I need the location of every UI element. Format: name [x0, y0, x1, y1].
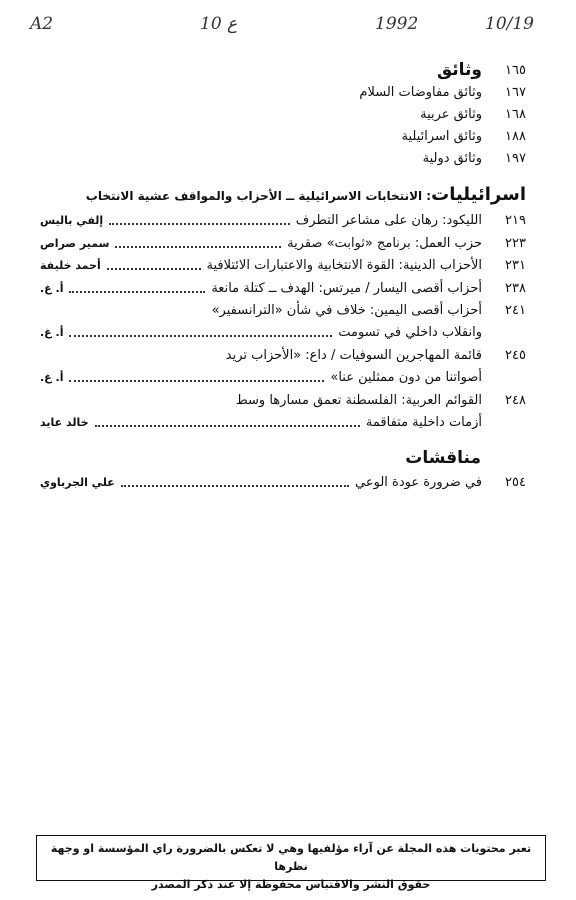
leader-dots — [121, 485, 349, 487]
toc-title: أحزاب أقصى اليسار / ميرتس: الهدف ــ كتلة مانعة — [211, 280, 482, 296]
page-number: ١٦٨ — [505, 106, 526, 122]
toc-title: الليكود: رهان على مشاعر التطرف — [295, 212, 482, 228]
toc-author: أ. غ. — [40, 370, 64, 384]
toc-author: أ. غ. — [40, 281, 64, 295]
leader-dots — [69, 291, 205, 293]
handwritten-note: A2 — [30, 14, 54, 34]
toc-title: القوائم العربية: الفلسطنة تعمق مسارها وسط — [235, 392, 482, 408]
toc-title: في ضرورة عودة الوعي — [355, 474, 482, 490]
toc-row — [40, 345, 526, 365]
handwritten-note: 10/19 — [485, 14, 534, 34]
leader-dots — [69, 380, 324, 382]
page-number: ١٨٨ — [505, 128, 526, 144]
leader-dots — [109, 223, 290, 225]
toc-row — [40, 255, 526, 275]
toc-title: حزب العمل: برنامج «ثوابت» صقرية — [287, 235, 482, 251]
notice-line: حقوق النشر والاقتباس محفوظة إلا عند ذكر المصدر — [151, 878, 431, 891]
toc-title: وثائق دولية — [422, 150, 482, 166]
page-number: ٢٤٥ — [505, 347, 526, 363]
page-number: ٢٤٨ — [505, 392, 526, 408]
toc-row — [40, 210, 526, 230]
notice-line: تعبر محتويات هذه المجلة عن آراء مؤلفيها وهي لا تعكس بالضرورة راي المؤسسة او وجهة نظرها — [50, 842, 532, 873]
toc-title: وثائق عربية — [420, 106, 482, 122]
page-number: ١٩٧ — [505, 150, 526, 166]
toc-row — [40, 148, 526, 168]
leader-dots — [69, 335, 332, 337]
toc-row — [40, 82, 526, 102]
toc-title: وثائق اسرائيلية — [401, 128, 482, 144]
handwritten-note: 10 ع — [200, 14, 238, 34]
copyright-notice — [36, 835, 546, 891]
toc-title: أحزاب أقصى اليمين: خلاف في شأن «الترانسفير» — [211, 302, 482, 318]
toc-author: أحمد خليفة — [40, 258, 101, 272]
toc-row — [40, 390, 526, 410]
toc-title: قائمة المهاجرين السوفيات / داع: «الأحزاب تريد — [225, 347, 482, 363]
toc-title-continuation: وانقلاب داخلي في تسومت — [338, 324, 482, 340]
page-number: ٢٣١ — [505, 257, 526, 273]
section-row-documents — [40, 60, 526, 80]
toc-row — [40, 300, 526, 320]
page-number: ٢٤١ — [505, 302, 526, 318]
toc-row-continuation — [40, 412, 482, 432]
leader-dots — [107, 268, 201, 270]
toc-author: علي الجرباوي — [40, 475, 115, 489]
toc-author: أ. غ. — [40, 325, 64, 339]
toc-author: سمير صراص — [40, 236, 110, 250]
toc-row — [40, 233, 526, 253]
leader-dots — [115, 246, 281, 248]
toc-row — [40, 472, 526, 492]
page-number: ٢١٩ — [505, 212, 526, 228]
toc-row — [40, 126, 526, 146]
toc-title-continuation: أصواتنا من دون ممثلين عنا» — [330, 369, 482, 385]
toc-title: وثائق مفاوضات السلام — [359, 84, 482, 100]
page-number: ٢٥٤ — [505, 474, 526, 490]
toc-title-continuation: أزمات داخلية متفاقمة — [365, 414, 482, 430]
toc-title: الأحزاب الدينية: القوة الانتخابية والاعتبارات الائتلافية — [206, 257, 482, 273]
handwritten-note: 1992 — [375, 14, 419, 34]
toc-author: خالد عايد — [40, 415, 89, 429]
section-heading-israeliat — [86, 184, 526, 205]
page-number: ٢٣٨ — [505, 280, 526, 296]
toc-row-continuation — [40, 322, 482, 342]
section-subtitle: : الانتخابات الاسرائيلية ــ الأحزاب والمواقف عشية الانتخاب — [85, 189, 432, 203]
toc-author: إلفي باليس — [40, 213, 104, 227]
toc-row — [40, 104, 526, 124]
toc-row — [40, 278, 526, 298]
section-title: وثائق — [436, 60, 482, 80]
page-number: ١٦٧ — [505, 84, 526, 100]
page-number: ٢٢٣ — [505, 235, 526, 251]
page-number: ١٦٥ — [505, 62, 526, 78]
section-title: اسرائيليات — [431, 184, 526, 205]
leader-dots — [95, 425, 360, 427]
toc-row-continuation — [40, 367, 482, 387]
section-title: مناقشات — [405, 448, 481, 468]
